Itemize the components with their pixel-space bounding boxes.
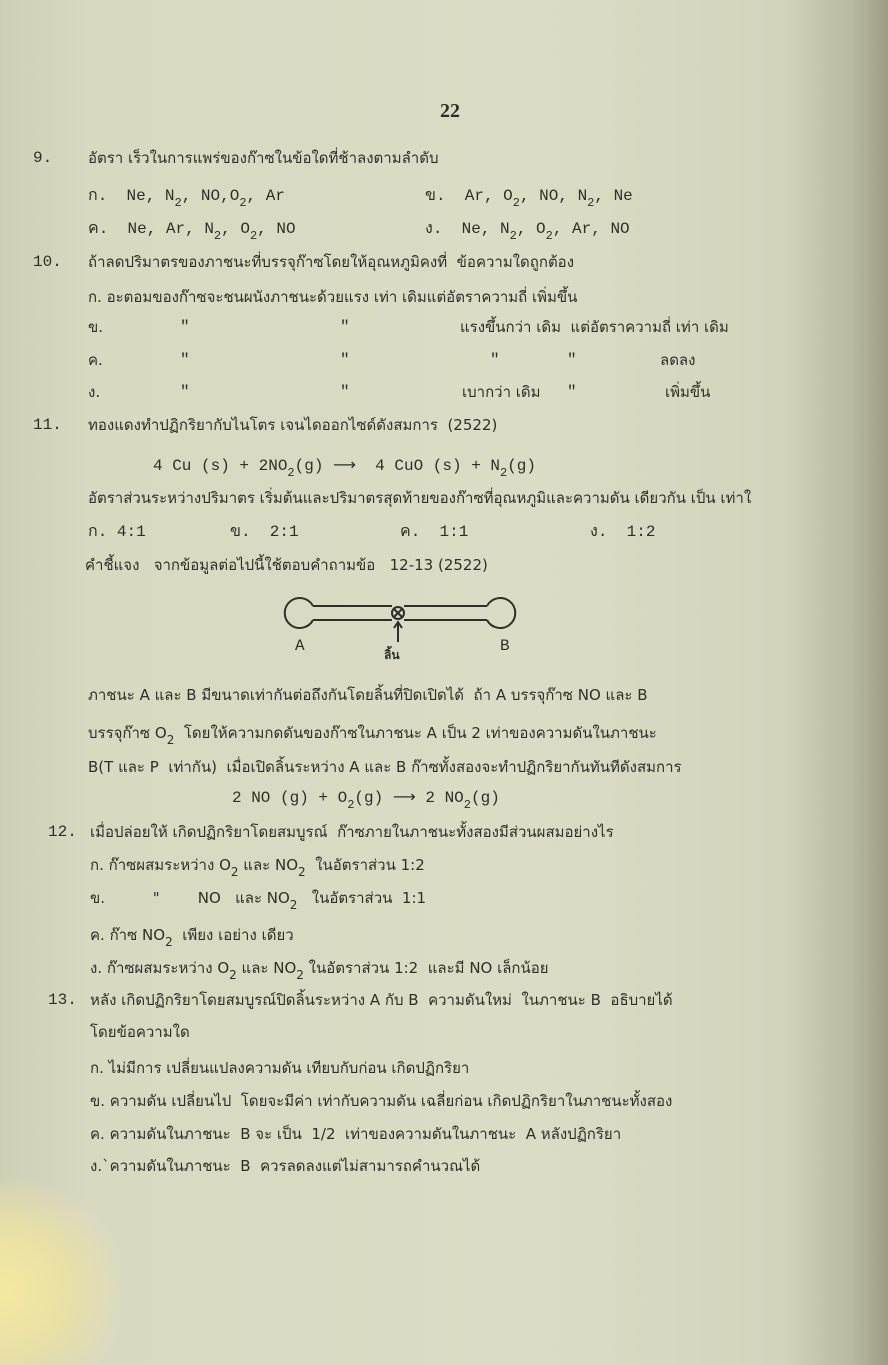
ditto-mark: " [567,383,577,401]
ditto-mark: " [180,318,190,336]
q10-option-d-text1: เบากว่า เดิม [462,383,541,401]
q10-option-c-text: ลดลง [660,351,696,369]
subscript: 2 [347,798,355,812]
text-segment: เมื่อปล่อยให้ เกิดปฏิกริยาโดยสมบูรณ์ ก๊าซภายในภาชนะทั้งสองมีส่วนผสมอย่างไร [90,823,614,841]
text-segment: , NO [257,220,296,238]
subscript: 2 [287,466,295,480]
q13-option-a [90,1058,469,1078]
label-b: B [500,637,510,655]
subscript: 2 [239,196,247,210]
text-segment: , Ar, NO [552,220,630,238]
subscript: 2 [463,798,471,812]
text-segment: (g) ⟶ 2 NO [354,789,464,807]
text-segment: , O [516,220,546,238]
text-segment: B(T และ P เท่ากัน) เมื่อเปิดลิ้นระหว่าง A และ B ก๊าซทั้งสองจะทำปฏิกริยากันทันทีดังสมการ [88,758,682,776]
ditto-mark: " [490,351,500,369]
text-segment: (g) ⟶ 4 CuO (s) + N [294,457,500,475]
text-segment: ง. ก๊าซผสมระหว่าง O [90,959,230,977]
lighting-glare [0,1180,120,1365]
q11-option-d: ง. 1:2 [590,523,656,541]
q9-number: 9. [33,149,53,167]
text-segment: ในอัตราส่วน 1:2 [305,856,425,874]
text-segment: เพียง เอย่าง เดียว [172,926,294,944]
ditto-mark: " [340,318,350,336]
q13-number: 13. [48,991,77,1009]
text-segment: คำชี้แจง จากข้อมูลต่อไปนี้ใช้ตอบคำถามข้อ 12-13 (2522) [85,556,488,574]
subscript: 2 [289,898,298,912]
subscript: 2 [213,229,222,243]
q12-option-b [90,888,427,912]
text-segment: (g) [507,457,537,475]
subscript: 2 [500,466,508,480]
text-segment: ค. Ne, Ar, N [88,220,214,238]
text-segment: , NO,O [181,187,240,205]
text-segment: และ NO [238,856,299,874]
q13-option-c [90,1124,621,1144]
text-segment: (g) [470,789,500,807]
q10-option-c-label: ค. [88,351,103,369]
text-segment: ข. Ar, O [425,187,513,205]
text-segment: ก. อะตอมของก๊าซจะชนผนังภาชนะด้วยแรง เท่า เดิมแต่อัตราความถี่ เพิ่มขึ้น [88,288,578,306]
bulb-b [487,598,515,628]
q13-option-b [90,1091,672,1111]
page-number: 22 [440,100,460,122]
text-segment: ค. ความดันในภาชนะ B จะ เป็น 1/2 เท่าของความดันในภาชนะ A หลังปฏิกริยา [90,1125,622,1143]
subscript: 2 [545,229,553,243]
text-segment: ก. ไม่มีการ เปลี่ยนแปลงความดัน เทียบกับก่อน เกิดปฏิกริยา [90,1059,470,1077]
q10-option-b-label: ข. [88,318,104,336]
subscript: 2 [174,196,182,210]
passage-equation [232,788,500,812]
subscript: 2 [230,865,239,879]
text-segment: 4 Cu (s) + 2NO [153,457,288,475]
ditto-mark: " [340,351,350,369]
q13-text [90,990,673,1010]
q12-option-d [90,958,549,982]
q10-option-b-text: แรงขึ้นกว่า เดิม แต่อัตราความถี่ เท่า เดิม [460,318,729,336]
subscript: 2 [249,229,258,243]
text-segment: ค. ก๊าซ NO [90,926,166,944]
subscript: 2 [296,968,304,982]
text-segment: อัตรา เร็วในการแพร่ของก๊าซในข้อใดที่ช้าลงตามลำดับ [88,149,439,167]
text-segment: ก. Ne, N [88,187,175,205]
subscript: 2 [165,935,173,949]
text-segment: ทองแดงทำปฏิกริยากับไนโตร เจนไดออกไซด์ดังสมการ (2522) [88,416,498,434]
text-segment: โดยข้อความใด [90,1023,190,1041]
q10-option-d-text2: เพิ่มขึ้น [665,383,711,401]
bulb-a [285,598,313,628]
passage-line-3 [88,757,682,777]
text-segment: ถ้าลดปริมาตรของภาชนะที่บรรจุก๊าซโดยให้อุณหภูมิคงที่ ข้อความใดถูกต้อง [88,253,575,271]
subscript: 2 [587,196,595,210]
text-segment: อัตราส่วนระหว่างปริมาตร เริ่มต้นและปริมาตรสุดท้ายของก๊าซที่อุณหภูมิและความดัน เดียวกัน เป็น เท่าใ [88,489,752,507]
q12-text [90,822,614,842]
subscript: 2 [298,865,306,879]
text-segment: บรรจุก๊าซ O [88,724,167,742]
q13-text-cont [90,1022,190,1042]
text-segment: , Ar [246,187,285,205]
text-segment: , O [221,220,250,238]
text-segment: และ NO [236,959,297,977]
text-segment: ง. Ne, N [425,220,510,238]
q11-number: 11. [33,416,62,434]
ditto-mark: " [567,351,577,369]
q12-number: 12. [48,823,77,841]
text-segment: หลัง เกิดปฏิกริยาโดยสมบูรณ์ปิดลิ้นระหว่าง A กับ B ความดันใหม่ ในภาชนะ B อธิบายได้ [90,991,673,1009]
subscript: 2 [229,968,237,982]
text-segment: ก. ก๊าซผสมระหว่าง O [90,856,231,874]
text-segment: ง.`ความดันในภาชนะ B ควรลดลงแต่ไม่สามารถคำนวณได้ [90,1157,481,1175]
label-a: A [295,637,305,655]
q11-option-c: ค. 1:1 [400,523,469,541]
ditto-mark: " [180,383,190,401]
q10-number: 10. [33,253,62,271]
label-valve: ลิ้น [384,648,400,662]
text-segment: โดยให้ความกดดันของก๊าซในภาชนะ A เป็น 2 เท่าของความดันในภาชนะ [174,724,657,742]
subscript: 2 [512,196,520,210]
text-segment: 2 NO (g) + O [232,789,348,807]
passage-line-2 [88,723,657,747]
q10-option-d-label: ง. [88,383,101,401]
passage-line-1 [88,685,648,705]
ditto-mark: " [180,351,190,369]
q12-option-a [90,855,425,879]
text-segment: , NO, N [519,187,588,205]
text-segment: ในอัตราส่วน 1:1 [297,889,427,907]
text-segment: ในอัตราส่วน 1:2 และมี NO เล็กน้อย [303,959,549,977]
q13-option-d [90,1156,480,1176]
text-segment: ข. " NO และ NO [90,889,290,907]
q11-option-b: ข. 2:1 [230,523,299,541]
subscript: 2 [509,229,517,243]
ditto-mark: " [340,383,350,401]
q12-option-c [90,925,294,949]
q11-option-a: ก. 4:1 [88,523,146,541]
subscript: 2 [166,733,175,747]
text-segment: ภาชนะ A และ B มีขนาดเท่ากันต่อถึงกันโดยลิ้นที่ปิดเปิดได้ ถ้า A บรรจุก๊าซ NO และ B [88,686,648,704]
text-segment: , Ne [594,187,633,205]
text-segment: ข. ความดัน เปลี่ยนไป โดยจะมีค่า เท่ากับความดัน เฉลี่ยก่อน เกิดปฏิกริยาในภาชนะทั้งสอง [90,1092,673,1110]
